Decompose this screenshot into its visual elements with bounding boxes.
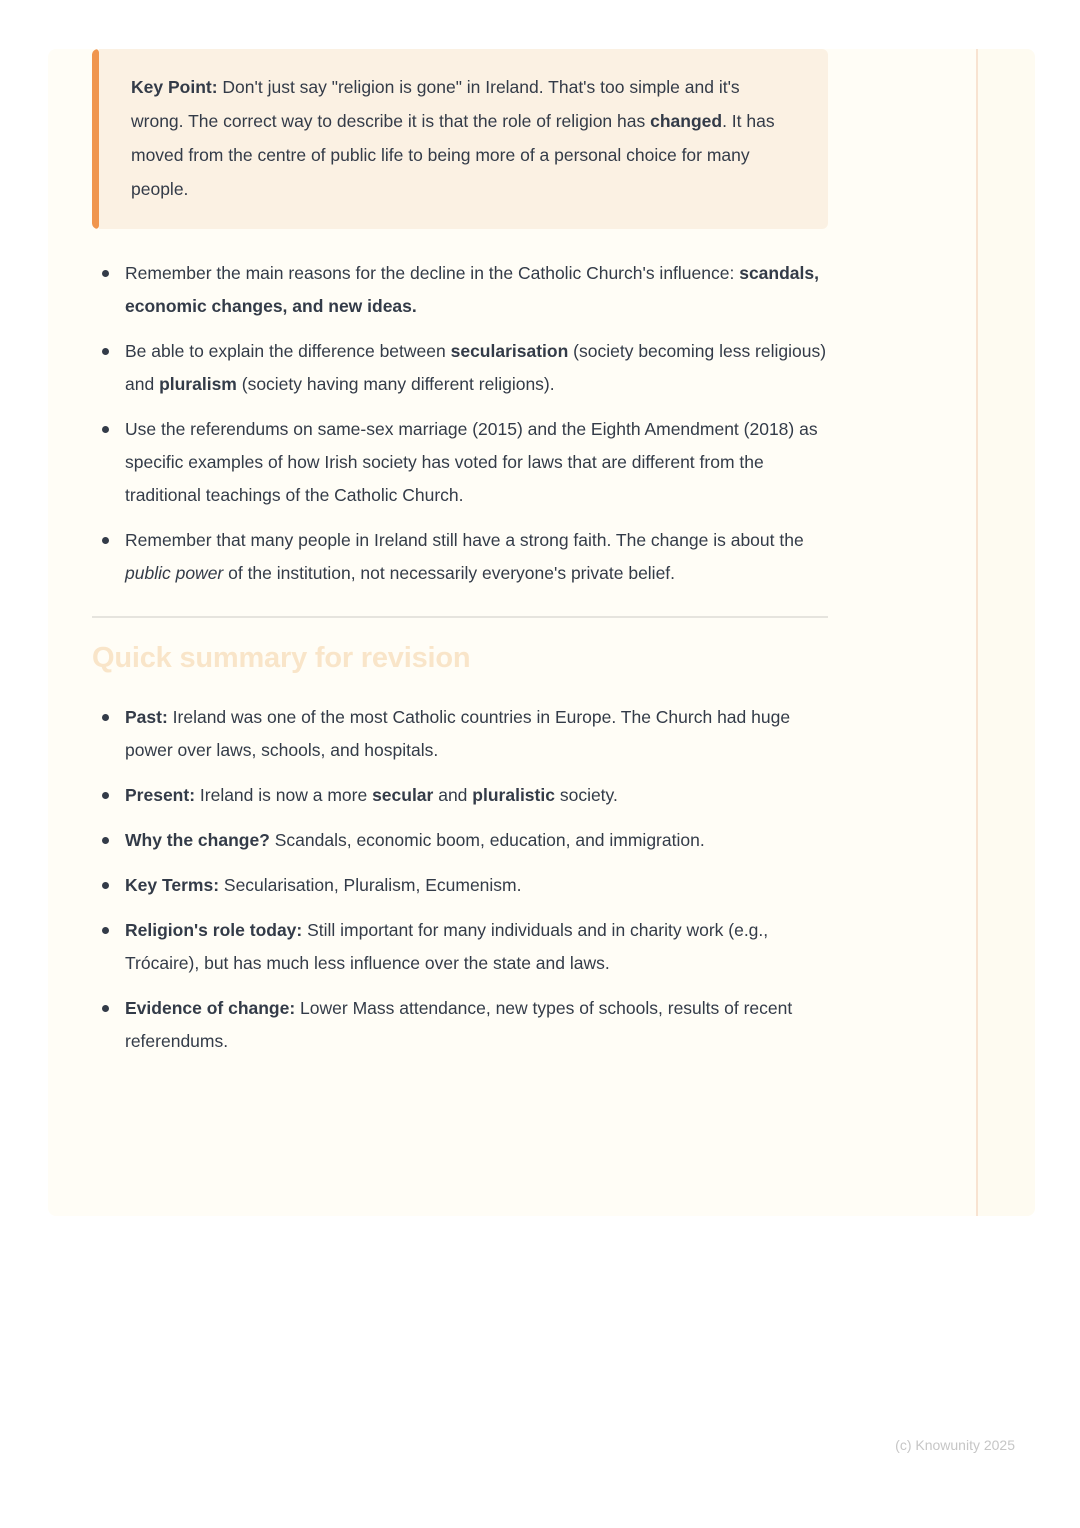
list-item-text [125, 785, 618, 805]
callout-accent-bar [92, 49, 99, 229]
bullet-marker [102, 270, 109, 277]
text-run: Don't just say "religion is gone" in Ireland. That's too simple and it's wrong. The correct way to describe it is that the role of religion has [131, 77, 740, 131]
key-point-text [99, 49, 828, 229]
text-run: changed [650, 111, 723, 131]
revision-notes-list [92, 257, 828, 590]
key-point-callout [92, 49, 828, 229]
text-run: secularisation [450, 341, 569, 361]
text-run: society. [554, 785, 618, 805]
list-item [92, 701, 828, 767]
list-item [92, 779, 828, 812]
copyright-notice: (c) Knowunity 2025 [895, 1437, 1015, 1453]
text-run: Be able to explain the difference between [125, 341, 451, 361]
bullet-marker [102, 537, 109, 544]
text-run: pluralistic [472, 785, 555, 805]
text-run: Remember that many people in Ireland still have a strong faith. The change is about the [125, 530, 804, 550]
bullet-marker [102, 1005, 109, 1012]
text-run: . It has moved from the centre of public life to being more of a personal choice for many people. [131, 111, 775, 199]
list-item [92, 524, 828, 590]
bullet-marker [102, 837, 109, 844]
text-run: Use the referendums on same-sex marriage (2015) and the Eighth Amendment (2018) as specific examples of how Irish society has voted for laws that are different from the traditional teachings of the Catholic Church. [125, 419, 818, 505]
list-item-text [125, 830, 705, 850]
summary-section-heading: Quick summary for revision [92, 642, 471, 674]
list-item [92, 335, 828, 401]
list-item [92, 824, 828, 857]
list-item [92, 914, 828, 980]
text-run: Lower Mass attendance, new types of schools, results of recent referendums. [125, 998, 793, 1051]
quick-summary-list [92, 701, 828, 1058]
list-item-text [125, 998, 792, 1051]
text-run: Ireland was one of the most Catholic countries in Europe. The Church had huge power over laws, schools, and hospitals. [125, 707, 791, 760]
text-run: Why the change? [125, 830, 270, 850]
text-run: (society having many different religions). [236, 374, 555, 394]
bullet-marker [102, 792, 109, 799]
section-divider [92, 616, 828, 618]
list-item-text [125, 530, 804, 583]
bullet-marker [102, 714, 109, 721]
bullet-marker [102, 882, 109, 889]
text-run: Religion's role today: [125, 920, 303, 940]
list-item [92, 413, 828, 512]
text-run: Evidence of change: [125, 998, 296, 1018]
list-item-text [125, 263, 819, 316]
bullet-marker [102, 927, 109, 934]
text-run: Key Terms: [125, 875, 220, 895]
list-item-text [125, 875, 522, 895]
text-run: Secularisation, Pluralism, Ecumenism. [219, 875, 522, 895]
list-item-text [125, 341, 826, 394]
text-run: of the institution, not necessarily everyone's private belief. [223, 563, 676, 583]
text-run: Ireland is now a more [195, 785, 373, 805]
text-run: (society becoming less religious) and [125, 341, 827, 394]
list-item [92, 869, 828, 902]
bullet-marker [102, 348, 109, 355]
list-item [92, 992, 828, 1058]
document-page [48, 49, 1035, 1216]
text-run: Key Point: [131, 77, 223, 97]
list-item-text [125, 707, 790, 760]
text-run: Scandals, economic boom, education, and immigration. [269, 830, 705, 850]
text-run: scandals, economic changes, and new ideas. [125, 263, 819, 316]
list-item-text [125, 920, 768, 973]
bullet-marker [102, 426, 109, 433]
page-edge-divider [976, 49, 1035, 1216]
page-content [92, 49, 828, 1070]
text-run: Still important for many individuals and in charity work (e.g., Trócaire), but has much less influence over the state and laws. [125, 920, 769, 973]
text-run: Past: [125, 707, 168, 727]
text-run: pluralism [159, 374, 237, 394]
text-run: and [433, 785, 473, 805]
text-run: Present: [125, 785, 196, 805]
list-item [92, 257, 828, 323]
text-run: Remember the main reasons for the decline in the Catholic Church's influence: [125, 263, 740, 283]
text-run: secular [372, 785, 434, 805]
text-run: public power [125, 563, 224, 583]
list-item-text [125, 419, 818, 505]
